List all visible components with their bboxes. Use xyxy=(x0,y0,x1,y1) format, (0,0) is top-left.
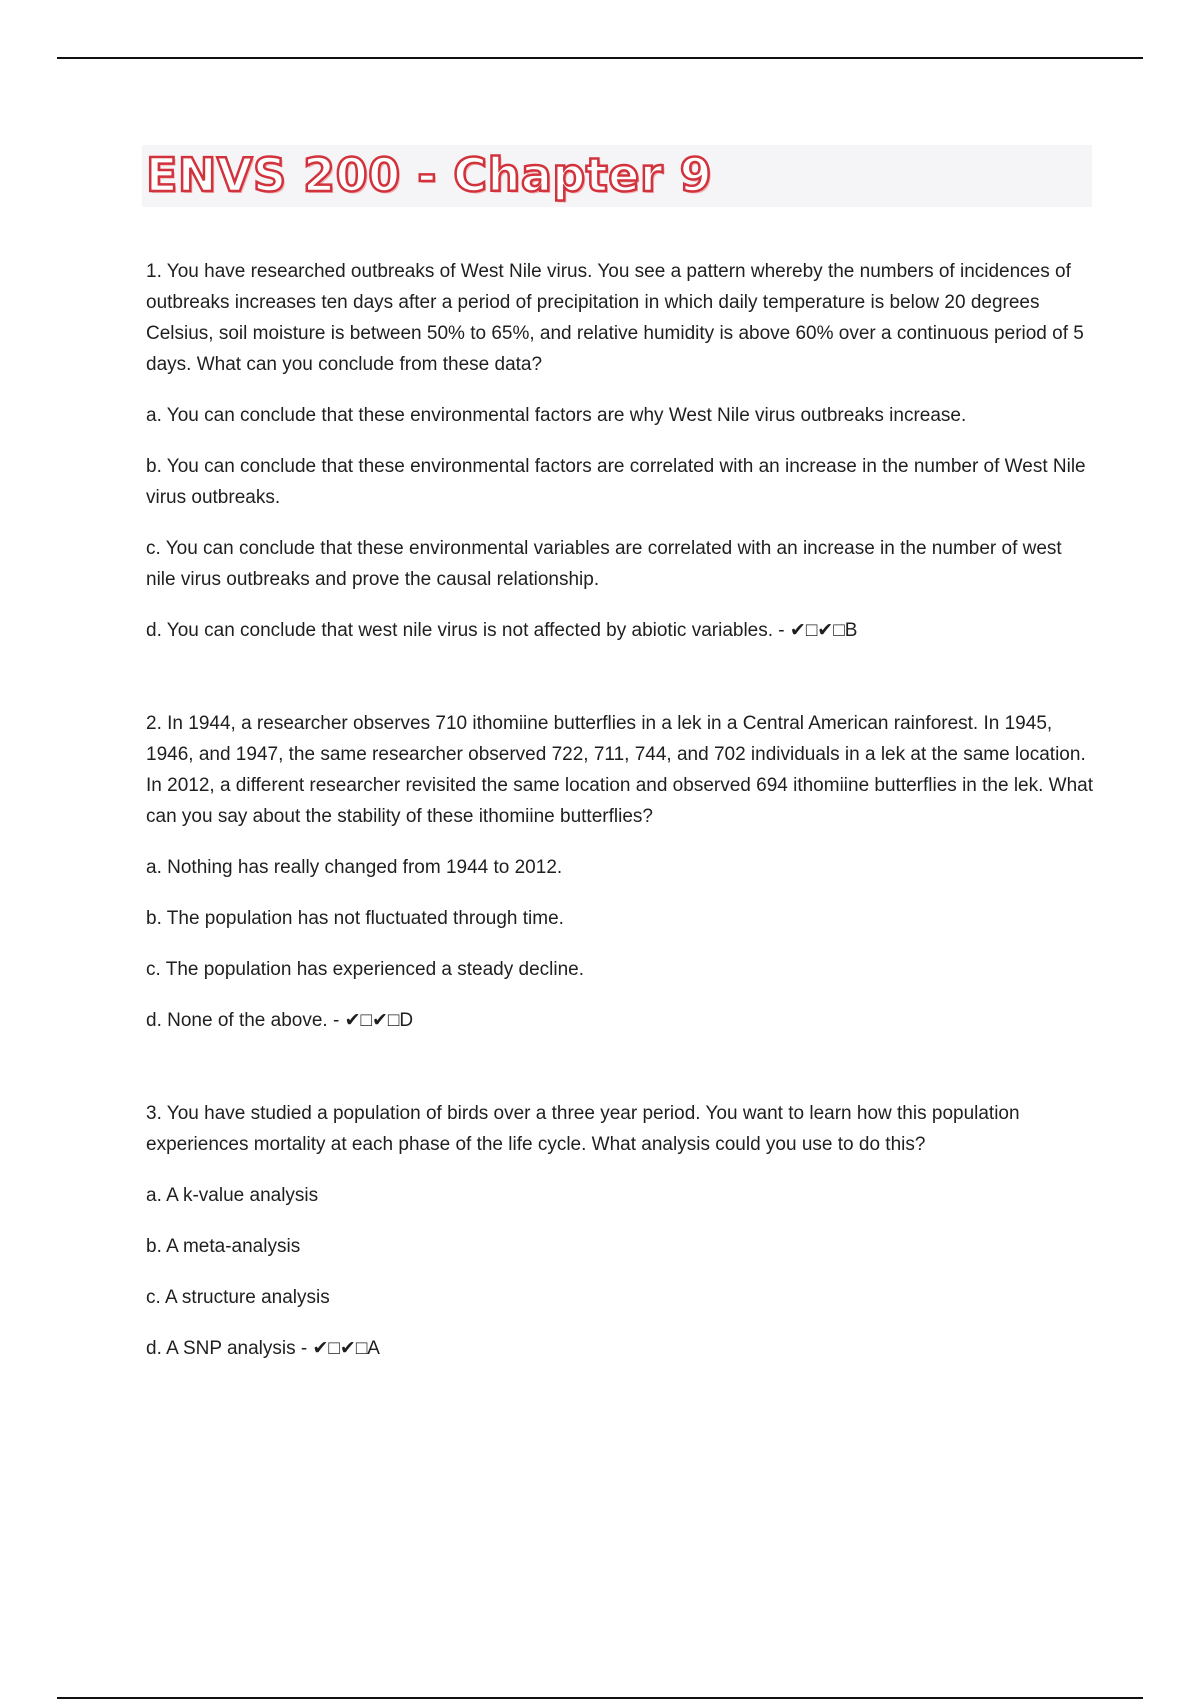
question-2 xyxy=(146,708,1096,1036)
question-2-option-c: c. The population has experienced a steady decline. xyxy=(146,959,585,980)
question-1-option-c: c. You can conclude that these environmental variables are correlated with an increase in the number of west nile virus outbreaks and prove the causal relationship. xyxy=(146,538,1062,590)
question-3-text: 3. You have studied a population of birds over a three year period. You want to learn how this population experiences mortality at each phase of the life cycle. What analysis could you use to do this? xyxy=(146,1103,1020,1155)
question-2-option-b: b. The population has not fluctuated through time. xyxy=(146,908,564,929)
question-1-text: 1. You have researched outbreaks of West Nile virus. You see a pattern whereby the numbers of incidences of outbreaks increases ten days after a period of precipitation in which daily temperature is below 20 degrees Celsius, soil moisture is between 50% to 65%, and relative humidity is above 60% over a continuous period of 5 days. What can you conclude from these data? xyxy=(146,261,1084,375)
title-band xyxy=(142,145,1092,207)
question-3-option-a: a. A k-value analysis xyxy=(146,1185,319,1206)
question-3 xyxy=(146,1098,1096,1364)
question-1-option-d: d. You can conclude that west nile virus is not affected by abiotic variables. - ✔□✔□B xyxy=(146,620,858,641)
question-3-option-c: c. A structure analysis xyxy=(146,1287,330,1308)
question-3-option-d: d. A SNP analysis - ✔□✔□A xyxy=(146,1338,380,1359)
document-title: ENVS 200 - Chapter 9 xyxy=(146,148,713,202)
top-rule xyxy=(57,57,1143,59)
question-1-option-b: b. You can conclude that these environmental factors are correlated with an increase in the number of West Nile virus outbreaks. xyxy=(146,456,1086,508)
question-3-option-b: b. A meta-analysis xyxy=(146,1236,301,1257)
question-1 xyxy=(146,256,1096,646)
question-2-option-a: a. Nothing has really changed from 1944 to 2012. xyxy=(146,857,563,878)
document-body xyxy=(146,256,1096,1384)
question-1-option-a: a. You can conclude that these environmental factors are why West Nile virus outbreaks increase. xyxy=(146,405,967,426)
bottom-rule xyxy=(57,1697,1143,1699)
question-2-option-d: d. None of the above. - ✔□✔□D xyxy=(146,1010,414,1031)
question-2-text: 2. In 1944, a researcher observes 710 ithomiine butterflies in a lek in a Central American rainforest. In 1945, 1946, and 1947, the same researcher observed 722, 711, 744, and 702 individuals in a lek at the same location. In 2012, a different researcher revisited the same location and observed 694 ithomiine butterflies in the lek. What can you say about the stability of these ithomiine butterflies? xyxy=(146,713,1094,827)
